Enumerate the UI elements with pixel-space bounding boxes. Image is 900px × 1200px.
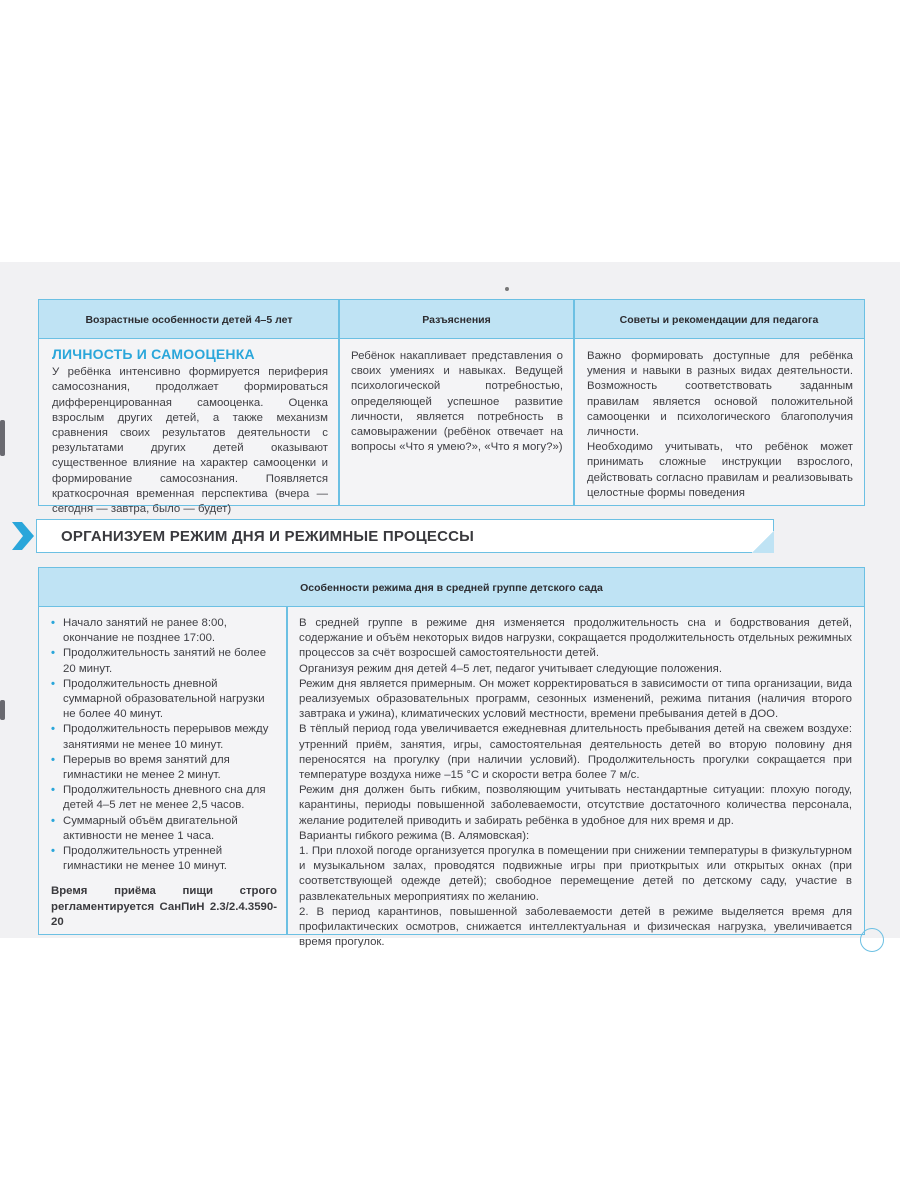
- regime-description-cell: [299, 616, 852, 950]
- regime-rules-list: [51, 616, 277, 874]
- banner-title: ОРГАНИЗУЕМ РЕЖИМ ДНЯ И РЕЖИМНЫЕ ПРОЦЕССЫ: [61, 528, 475, 545]
- header-explanations: Разъяснения: [422, 314, 491, 326]
- list-item: • Перерыв во время занятий для гимнастики не менее 2 минут.: [51, 753, 277, 783]
- header-recommendations: Советы и рекомендации для педагога: [619, 314, 819, 326]
- section-title: ЛИЧНОСТЬ И САМООЦЕНКА: [52, 346, 255, 362]
- column-divider: [573, 300, 575, 505]
- cell-recommendations: [587, 349, 853, 501]
- regime-paragraph: 1. При плохой погоде организуется прогулка в помещении при снижении температуры в физкультурном и музыкальном залах, проводятся подвижные игры при приоткрытых или открытых окнах (при соответствующей одежде детей); свободное перемещение детей по детскому саду, участие в развлекательных мероприятиях по желанию.: [299, 845, 852, 903]
- list-item: • Продолжительность занятий не более 20 минут.: [51, 646, 277, 676]
- chevron-right-icon: [10, 518, 36, 554]
- page-edge-mark: [0, 700, 5, 720]
- list-item: • Продолжительность утренней гимнастики не менее 10 минут.: [51, 844, 277, 874]
- age-characteristics-table: [38, 299, 865, 516]
- recommendation-para-1: Важно формировать доступные для ребёнка умения и навыки в разных видах деятельности. Возможность соответствовать заданным правилам является основой положительной самооценки и психологического благополучия личности.: [587, 350, 853, 439]
- print-dot: [505, 287, 509, 291]
- list-item: • Продолжительность перерывов между занятиями не менее 10 минут.: [51, 722, 277, 752]
- list-item: • Продолжительность дневного сна для детей 4–5 лет не менее 2,5 часов.: [51, 783, 277, 813]
- regime-table-header: Особенности режима дня в средней группе детского сада: [39, 568, 864, 607]
- regime-paragraph: Варианты гибкого режима (В. Алямовская):: [299, 829, 530, 842]
- regime-paragraph: Режим дня является примерным. Он может корректироваться в зависимости от типа организации, вида реализуемых образовательных программ, сезонных изменений, режима питания (наличия второго завтрака и ужина), климатических условий местности, времени пребывания детей в ДОО.: [299, 677, 852, 721]
- explanations-text: Ребёнок накапливает представления о своих умениях и навыках. Ведущей психологической потребностью, определяющей успешное развитие личности, является потребность в самовыражении (ребёнок отвечает на вопросы «Что я умею?», «Что я могу?»): [351, 350, 563, 454]
- cell-age-features: [52, 347, 328, 517]
- column-divider: [286, 606, 288, 934]
- column-divider: [338, 300, 340, 505]
- regime-paragraph: Организуя режим дня детей 4–5 лет, педагог учитывает следующие положения.: [299, 662, 722, 675]
- header-age-features: Возрастные особенности детей 4–5 лет: [85, 314, 293, 326]
- daily-regime-table: [38, 567, 865, 949]
- page-edge-mark: [0, 420, 5, 456]
- regime-paragraph: 2. В период карантинов, повышенной заболеваемости детей в режиме выделяется время для профилактических осмотров, снижается интеллектуальная и физическая нагрузка, увеличивается время прогулок.: [299, 905, 852, 949]
- regime-paragraph: Режим дня должен быть гибким, позволяющим учитывать нестандартные ситуации: плохую погоду, карантины, периоды повышенной заболеваемости, отсутствие достаточного количества персонала, желание родителей приводить и забирать ребёнка в удобное для них время и др.: [299, 784, 852, 827]
- list-item: • Продолжительность дневной суммарной образовательной нагрузки не более 40 минут.: [51, 677, 277, 723]
- regime-paragraph: В тёплый период года увеличивается ежедневная длительность пребывания детей на свежем воздухе: утренний приём, занятия, игры, самостоятельная деятельность детей во вторую половину дня переносятся на прогулку (при наличии условий). Продолжительность прогулки сокращается при температуре воздуха ниже –15 °С и скорости ветра более 7 м/с.: [299, 723, 852, 782]
- section-banner: [36, 519, 774, 553]
- sanpin-note: Время приёма пищи строго регламентируется СанПиН 2.3/2.4.3590-20: [51, 885, 277, 928]
- recommendation-para-2: Необходимо учитывать, что ребёнок может принимать сложные инструкции взрослого, действовать согласно правилам и реализовывать целостные формы поведения: [587, 441, 853, 499]
- regime-paragraph: В средней группе в режиме дня изменяется продолжительность сна и бодрствования детей, содержание и объём некоторых видов нагрузки, сокращается продолжительность отдельных режимных процессов за счёт возросшей самостоятельности детей.: [299, 617, 852, 660]
- age-features-text: У ребёнка интенсивно формируется периферия самосознания, продолжает формироваться дифференцированная самооценка. Оценка взрослым других детей, а также механизм сравнения своих результатов деятельности с результатами других детей оказывают существенное влияние на характер самооценки и формирование самосознания. Появляется краткосрочная временная перспектива (вчера — сегодня — завтра, было — будет): [52, 366, 328, 516]
- list-item: • Суммарный объём двигательной активности не менее 1 часа.: [51, 814, 277, 844]
- list-item: • Начало занятий не ранее 8:00, окончание не позднее 17:00.: [51, 616, 277, 646]
- page-number-circle: [860, 928, 884, 952]
- regime-rules-cell: [51, 616, 277, 930]
